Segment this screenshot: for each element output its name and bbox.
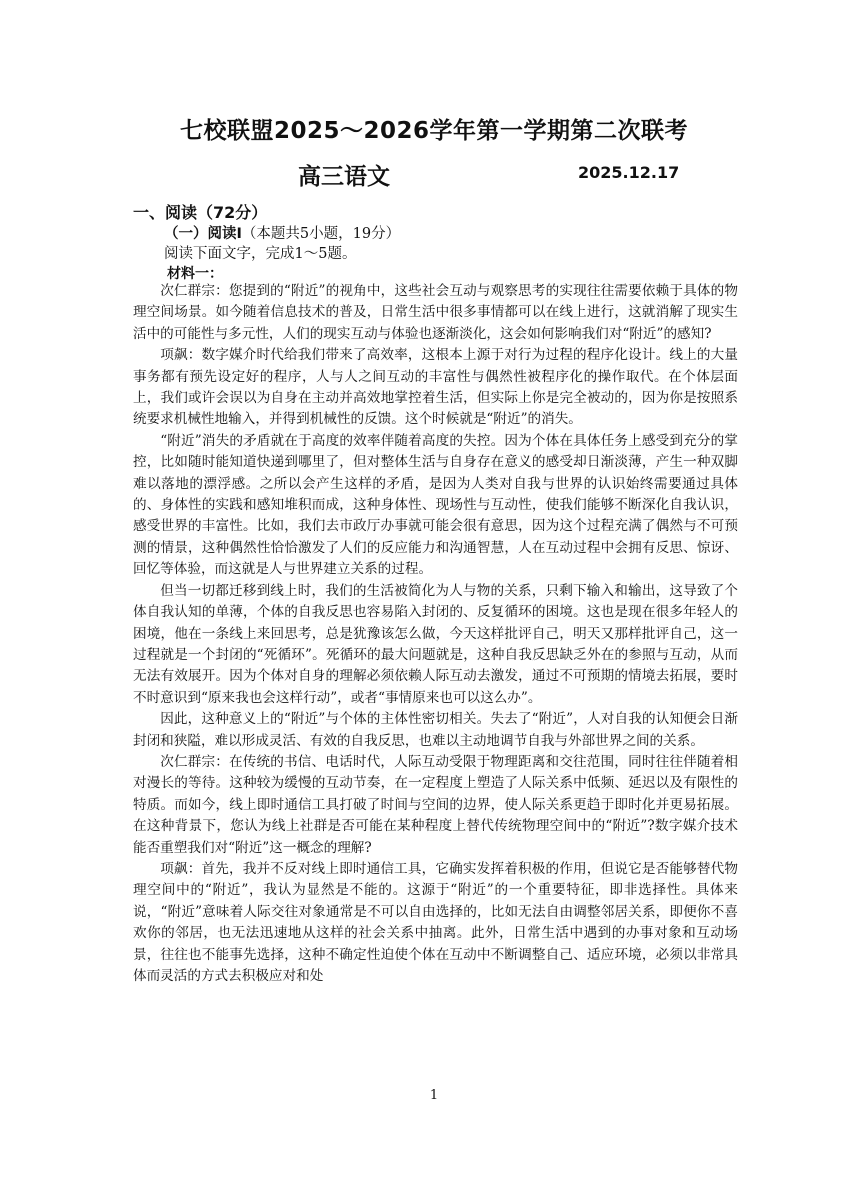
subject-label: 高三语文 [298, 164, 390, 190]
reading-instruction: 阅读下面文字，完成1～5题。 [164, 246, 357, 262]
paragraph: 次仁群宗：在传统的书信、电话时代，人际互动受限于物理距离和交往范围，同时往往伴随着相对漫长的等待。这种较为缓慢的互动节奏，在一定程度上塑造了人际关系中低频、延迟以及有限性的特质。而如今，线上即时通信工具打破了时间与空间的边界，使人际关系更趋于即时化并更易拓展。在这种背景下，您认为线上社群是否可能在某种程度上替代传统物理空间中的“附近”?数字媒介技术能否重塑我们对“附近”这一概念的理解? [133, 753, 738, 856]
article-body [133, 281, 738, 987]
paragraph: 项飙：首先，我并不反对线上即时通信工具，它确实发挥着积极的作用，但说它是否能够替代物理空间中的“附近”，我认为显然是不能的。这源于“附近”的一个重要特征，即非选择性。具体来说，“附近”意味着人际交往对象通常是不可以自由选择的，比如无法自由调整邻居关系，即便你不喜欢你的邻居，也无法迅速地从这样的社会关系中抽离。此外，日常生活中遇到的办事对象和互动场景，往往也不能事先选择，这种不确定性迫使个体在互动中不断调整自己、适应环境，必须以非常具体而灵活的方式去积极应对和处 [133, 860, 738, 984]
sub-heading [164, 222, 400, 243]
paragraph: 项飙：数字媒介时代给我们带来了高效率，这根本上源于对行为过程的程序化设计。线上的大量事务都有预先设定好的程序，人与人之间互动的丰富性与偶然性被程序化的操作取代。在个体层面上，我们或许会误以为自身在主动并高效地掌控着生活，但实际上你是完全被动的，因为你是按照系统要求机械性地输入，并得到机械性的反馈。这个时候就是“附近”的消失。 [133, 347, 738, 428]
exam-title: 七校联盟2025～2026学年第一学期第二次联考 [179, 118, 689, 144]
material-label: 材料一： [167, 266, 223, 282]
sub-heading-note: （本题共5小题，19分） [241, 226, 401, 242]
section-heading: 一、阅读（72分） [133, 203, 268, 222]
exam-date: 2025.12.17 [578, 163, 680, 182]
paragraph: 因此，这种意义上的“附近”与个体的主体性密切相关。失去了“附近”，人对自我的认知便会日渐封闭和狭隘，难以形成灵活、有效的自我反思，也难以主动地调节自我与外部世界之间的关系。 [133, 711, 738, 749]
sub-heading-title: （一）阅读Ⅰ [164, 226, 242, 242]
paragraph: “附近”消失的矛盾就在于高度的效率伴随着高度的失控。因为个体在具体任务上感受到充分的掌控，比如随时能知道快递到哪里了，但对整体生活与自身存在意义的感受却日渐淡薄，产生一种双脚难以落地的漂浮感。之所以会产生这样的矛盾，是因为人类对自我与世界的认识始终需要通过具体的、身体性的实践和感知堆积而成，这种身体性、现场性与互动性，使我们能够不断深化自我认识，感受世界的丰富性。比如，我们去市政厅办事就可能会很有意思，因为这个过程充满了偶然与不可预测的情景，这种偶然性恰恰激发了人们的反应能力和沟通智慧，人在互动过程中会拥有反思、惊讶、回忆等体验，而这就是人与世界建立关系的过程。 [133, 432, 738, 578]
paragraph: 次仁群宗：您提到的“附近”的视角中，这些社会互动与观察思考的实现往往需要依赖于具体的物理空间场景。如今随着信息技术的普及，日常生活中很多事情都可以在线上进行，这就消解了现实生活中的可能性与多元性，人们的现实互动与体验也逐渐淡化，这会如何影响我们对“附近”的感知? [133, 283, 738, 342]
paragraph: 但当一切都迁移到线上时，我们的生活被简化为人与物的关系，只剩下输入和输出，这导致了个体自我认知的单薄，个体的自我反思也容易陷入封闭的、反复循环的困境。这也是现在很多年轻人的困境，他在一条线上来回思考，总是犹豫该怎么做，今天这样批评自己，明天又那样批评自己，这一过程就是一个封闭的“死循环”。死循环的最大问题就是，这种自我反思缺乏外在的参照与互动，从而无法有效展开。因为个体对自身的理解必须依赖人际互动去激发，通过不可预期的情境去拓展，要时不时意识到“原来我也会这样行动”，或者“事情原来也可以这么办”。 [133, 582, 738, 706]
page-number: 1 [429, 1088, 439, 1103]
